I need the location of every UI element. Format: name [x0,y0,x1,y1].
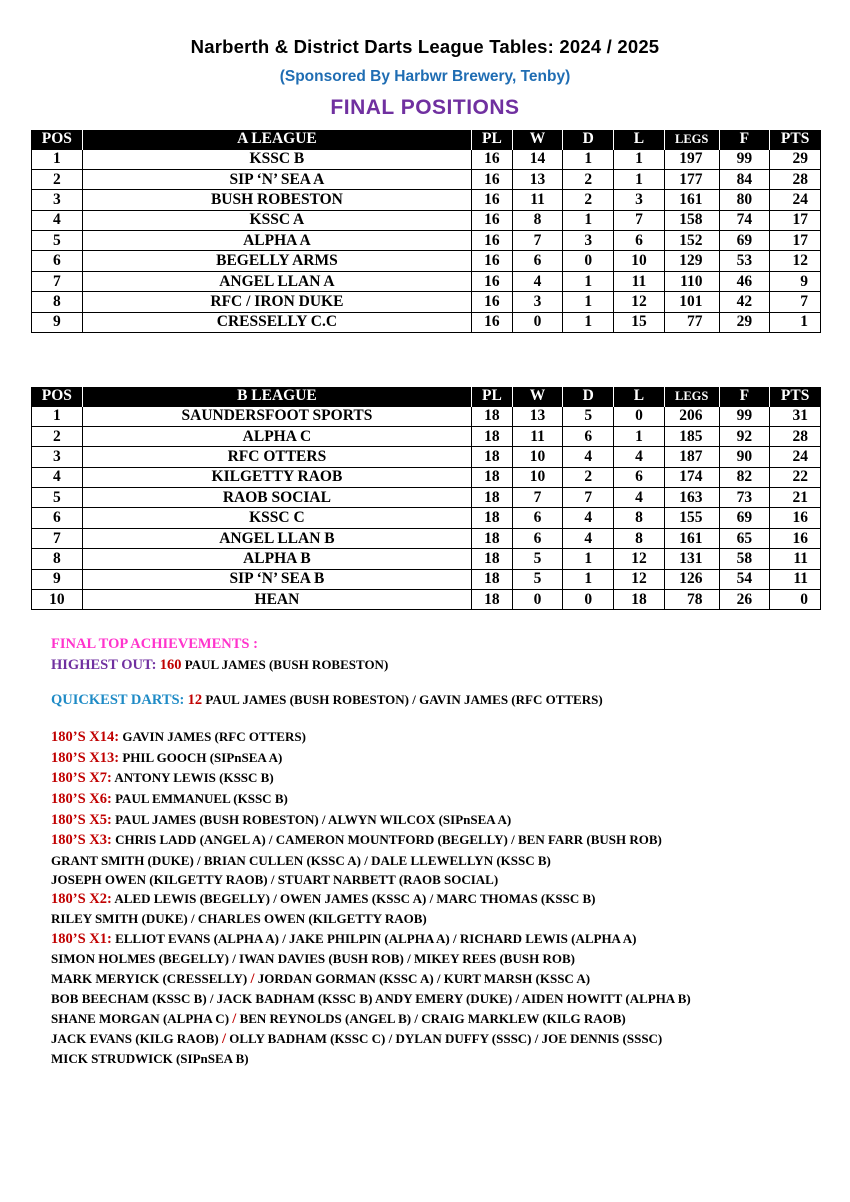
cell-legs: 177 [664,169,719,189]
180s-x2-line: 180’S X2: ALED LEWIS (BEGELLY) / OWEN JAMES (KSSC A) / MARC THOMAS (KSSC B) [51,891,596,907]
cell-won: 11 [512,190,563,210]
cell-pos: 9 [32,569,83,589]
cell-pos: 6 [32,251,83,271]
cell-team: ANGEL LLAN B [82,528,471,548]
cell-drawn: 4 [563,508,614,528]
header-lost: L [614,387,665,406]
cell-drawn: 2 [563,467,614,487]
cell-points: 7 [770,292,821,312]
table-row [32,292,821,312]
cell-legs: 131 [664,549,719,569]
cell-won: 13 [512,406,563,426]
cell-points: 28 [770,169,821,189]
cell-team: ALPHA C [82,426,471,446]
180s-x2-line-2: RILEY SMITH (DUKE) / CHARLES OWEN (KILGETTY RAOB) [51,911,427,926]
cell-won: 10 [512,447,563,467]
cell-lost: 7 [614,210,665,230]
header-points: PTS [770,130,821,149]
cell-won: 5 [512,569,563,589]
cell-team: BUSH ROBESTON [82,190,471,210]
cell-points: 24 [770,447,821,467]
cell-team: KSSC C [82,508,471,528]
cell-pos: 3 [32,447,83,467]
header-for: F [719,387,770,406]
cell-lost: 11 [614,271,665,291]
cell-lost: 12 [614,549,665,569]
180s-x1-line-7: MICK STRUDWICK (SIPnSEA B) [51,1051,249,1066]
180s-x3-line-3: JOSEPH OWEN (KILGETTY RAOB) / STUART NARBETT (RAOB SOCIAL) [51,872,499,887]
cell-for: 82 [719,467,770,487]
cell-played: 16 [472,149,513,169]
cell-for: 73 [719,488,770,508]
cell-pos: 9 [32,312,83,332]
cell-for: 26 [719,590,770,610]
cell-won: 6 [512,508,563,528]
cell-points: 16 [770,528,821,548]
180s-x1-line-4: BOB BEECHAM (KSSC B) / JACK BADHAM (KSSC B) ANDY EMERY (DUKE) / AIDEN HOWITT (ALPHA B) [51,991,691,1006]
cell-legs: 161 [664,190,719,210]
180s-x6-line: 180’S X6: PAUL EMMANUEL (KSSC B) [51,791,288,807]
cell-lost: 8 [614,508,665,528]
cell-lost: 4 [614,447,665,467]
cell-points: 29 [770,149,821,169]
header-lost: L [614,130,665,149]
cell-lost: 0 [614,406,665,426]
cell-for: 99 [719,149,770,169]
cell-pos: 2 [32,426,83,446]
table-row [32,488,821,508]
table-row [32,467,821,487]
cell-team: KILGETTY RAOB [82,467,471,487]
b-league-table [31,387,821,610]
cell-points: 24 [770,190,821,210]
cell-lost: 4 [614,488,665,508]
cell-for: 84 [719,169,770,189]
cell-legs: 187 [664,447,719,467]
cell-won: 14 [512,149,563,169]
cell-won: 8 [512,210,563,230]
cell-lost: 1 [614,426,665,446]
cell-team: ALPHA A [82,231,471,251]
cell-played: 18 [472,447,513,467]
header-pos: POS [32,130,83,149]
cell-pos: 8 [32,292,83,312]
180s-x1-line-2: SIMON HOLMES (BEGELLY) / IWAN DAVIES (BUSH ROB) / MIKEY REES (BUSH ROB) [51,951,575,966]
header-team: B LEAGUE [82,387,471,406]
180s-x14-line: 180’S X14: GAVIN JAMES (RFC OTTERS) [51,729,306,745]
cell-played: 16 [472,231,513,251]
cell-points: 0 [770,590,821,610]
cell-for: 65 [719,528,770,548]
table-row [32,190,821,210]
cell-played: 18 [472,508,513,528]
cell-points: 12 [770,251,821,271]
cell-played: 18 [472,528,513,548]
cell-won: 0 [512,312,563,332]
cell-won: 4 [512,271,563,291]
final-positions-heading: FINAL POSITIONS [330,96,520,119]
180s-x3-line-2: GRANT SMITH (DUKE) / BRIAN CULLEN (KSSC A) / DALE LLEWELLYN (KSSC B) [51,853,551,868]
180s-x1-line: 180’S X1: ELLIOT EVANS (ALPHA A) / JAKE PHILPIN (ALPHA A) / RICHARD LEWIS (ALPHA A) [51,931,637,947]
cell-played: 16 [472,292,513,312]
table-row [32,590,821,610]
cell-won: 13 [512,169,563,189]
cell-pos: 5 [32,488,83,508]
cell-won: 11 [512,426,563,446]
table-row [32,149,821,169]
cell-points: 17 [770,231,821,251]
table-row [32,210,821,230]
cell-legs: 206 [664,406,719,426]
header-team: A LEAGUE [82,130,471,149]
header-drawn: D [563,130,614,149]
cell-drawn: 5 [563,406,614,426]
cell-legs: 101 [664,292,719,312]
cell-team: CRESSELLY C.C [82,312,471,332]
cell-points: 11 [770,569,821,589]
cell-lost: 3 [614,190,665,210]
cell-lost: 8 [614,528,665,548]
page-title: Narberth & District Darts League Tables: 2024 / 2025 [190,36,660,57]
cell-drawn: 6 [563,426,614,446]
cell-for: 42 [719,292,770,312]
cell-legs: 78 [664,590,719,610]
table-row [32,231,821,251]
cell-pos: 5 [32,231,83,251]
cell-drawn: 4 [563,528,614,548]
cell-team: SIP ‘N’ SEA A [82,169,471,189]
cell-legs: 129 [664,251,719,271]
180s-x1-line-3: MARK MERYICK (CRESSELLY) / JORDAN GORMAN (KSSC A) / KURT MARSH (KSSC A) [51,971,591,987]
cell-won: 3 [512,292,563,312]
cell-played: 16 [472,190,513,210]
cell-legs: 126 [664,569,719,589]
cell-points: 11 [770,549,821,569]
cell-drawn: 2 [563,190,614,210]
cell-team: RFC OTTERS [82,447,471,467]
cell-lost: 18 [614,590,665,610]
quickest-darts-line: QUICKEST DARTS: 12 PAUL JAMES (BUSH ROBESTON) / GAVIN JAMES (RFC OTTERS) [51,692,603,708]
sponsor-subtitle: (Sponsored By Harbwr Brewery, Tenby) [279,68,571,85]
cell-pos: 8 [32,549,83,569]
table-row [32,312,821,332]
cell-drawn: 3 [563,231,614,251]
cell-points: 28 [770,426,821,446]
180s-x1-line-5: SHANE MORGAN (ALPHA C) / BEN REYNOLDS (ANGEL B) / CRAIG MARKLEW (KILG RAOB) [51,1011,626,1027]
cell-points: 16 [770,508,821,528]
cell-drawn: 1 [563,569,614,589]
180s-x7-line: 180’S X7: ANTONY LEWIS (KSSC B) [51,770,274,786]
cell-points: 21 [770,488,821,508]
highest-out-line: HIGHEST OUT: 160 PAUL JAMES (BUSH ROBESTON) [51,657,389,673]
cell-team: ANGEL LLAN A [82,271,471,291]
cell-drawn: 1 [563,312,614,332]
header-drawn: D [563,387,614,406]
cell-for: 92 [719,426,770,446]
cell-won: 5 [512,549,563,569]
cell-played: 18 [472,406,513,426]
achievements-heading: FINAL TOP ACHIEVEMENTS : [51,636,258,652]
cell-played: 16 [472,210,513,230]
cell-for: 69 [719,231,770,251]
cell-legs: 185 [664,426,719,446]
cell-for: 29 [719,312,770,332]
table-row [32,528,821,548]
table-row [32,406,821,426]
cell-points: 17 [770,210,821,230]
cell-won: 7 [512,231,563,251]
cell-pos: 2 [32,169,83,189]
a-league-header-row [32,130,821,149]
b-league-header-row [32,387,821,406]
cell-lost: 10 [614,251,665,271]
cell-legs: 110 [664,271,719,291]
cell-for: 99 [719,406,770,426]
table-row [32,549,821,569]
header-played: PL [472,387,513,406]
cell-drawn: 0 [563,590,614,610]
header-for: F [719,130,770,149]
cell-pos: 3 [32,190,83,210]
cell-legs: 152 [664,231,719,251]
cell-team: BEGELLY ARMS [82,251,471,271]
header-legs: LEGS [664,130,719,149]
b-league-body [32,406,821,610]
180s-x5-line: 180’S X5: PAUL JAMES (BUSH ROBESTON) / ALWYN WILCOX (SIPnSEA A) [51,812,512,828]
cell-team: RAOB SOCIAL [82,488,471,508]
cell-won: 10 [512,467,563,487]
cell-for: 74 [719,210,770,230]
cell-legs: 163 [664,488,719,508]
cell-won: 6 [512,528,563,548]
cell-won: 0 [512,590,563,610]
header-played: PL [472,130,513,149]
cell-for: 53 [719,251,770,271]
cell-pos: 7 [32,271,83,291]
table-row [32,251,821,271]
cell-points: 31 [770,406,821,426]
cell-drawn: 4 [563,447,614,467]
cell-played: 16 [472,251,513,271]
cell-played: 16 [472,169,513,189]
cell-lost: 6 [614,467,665,487]
cell-team: ALPHA B [82,549,471,569]
cell-pos: 4 [32,467,83,487]
cell-legs: 155 [664,508,719,528]
header-legs: LEGS [664,387,719,406]
cell-played: 16 [472,271,513,291]
cell-played: 18 [472,488,513,508]
cell-team: KSSC B [82,149,471,169]
cell-drawn: 1 [563,210,614,230]
cell-drawn: 1 [563,292,614,312]
cell-for: 69 [719,508,770,528]
table-row [32,426,821,446]
180s-x13-line: 180’S X13: PHIL GOOCH (SIPnSEA A) [51,750,283,766]
cell-lost: 6 [614,231,665,251]
header-pos: POS [32,387,83,406]
cell-won: 6 [512,251,563,271]
cell-pos: 1 [32,149,83,169]
cell-won: 7 [512,488,563,508]
cell-team: HEAN [82,590,471,610]
cell-pos: 7 [32,528,83,548]
cell-played: 16 [472,312,513,332]
a-league-body [32,149,821,333]
header-won: W [512,130,563,149]
cell-team: RFC / IRON DUKE [82,292,471,312]
180s-x1-line-6: JACK EVANS (KILG RAOB) / OLLY BADHAM (KSSC C) / DYLAN DUFFY (SSSC) / JOE DENNIS (SSSC) [51,1031,663,1047]
cell-drawn: 2 [563,169,614,189]
cell-lost: 1 [614,149,665,169]
cell-played: 18 [472,467,513,487]
cell-pos: 4 [32,210,83,230]
cell-drawn: 1 [563,549,614,569]
cell-pos: 1 [32,406,83,426]
cell-for: 58 [719,549,770,569]
a-league-table [31,130,821,333]
cell-for: 46 [719,271,770,291]
cell-drawn: 1 [563,149,614,169]
cell-played: 18 [472,426,513,446]
cell-legs: 77 [664,312,719,332]
header-points: PTS [770,387,821,406]
cell-for: 90 [719,447,770,467]
table-row [32,169,821,189]
cell-points: 1 [770,312,821,332]
cell-team: KSSC A [82,210,471,230]
cell-legs: 158 [664,210,719,230]
cell-lost: 12 [614,292,665,312]
cell-legs: 197 [664,149,719,169]
180s-x3-line: 180’S X3: CHRIS LADD (ANGEL A) / CAMERON MOUNTFORD (BEGELLY) / BEN FARR (BUSH ROB) [51,832,662,848]
cell-drawn: 7 [563,488,614,508]
cell-legs: 174 [664,467,719,487]
cell-lost: 15 [614,312,665,332]
table-row [32,508,821,528]
cell-for: 54 [719,569,770,589]
cell-legs: 161 [664,528,719,548]
cell-lost: 12 [614,569,665,589]
table-row [32,569,821,589]
cell-pos: 10 [32,590,83,610]
table-row [32,271,821,291]
cell-points: 22 [770,467,821,487]
cell-drawn: 0 [563,251,614,271]
cell-drawn: 1 [563,271,614,291]
cell-pos: 6 [32,508,83,528]
cell-points: 9 [770,271,821,291]
cell-for: 80 [719,190,770,210]
table-row [32,447,821,467]
cell-played: 18 [472,569,513,589]
cell-lost: 1 [614,169,665,189]
cell-team: SIP ‘N’ SEA B [82,569,471,589]
cell-team: SAUNDERSFOOT SPORTS [82,406,471,426]
cell-played: 18 [472,549,513,569]
header-won: W [512,387,563,406]
cell-played: 18 [472,590,513,610]
